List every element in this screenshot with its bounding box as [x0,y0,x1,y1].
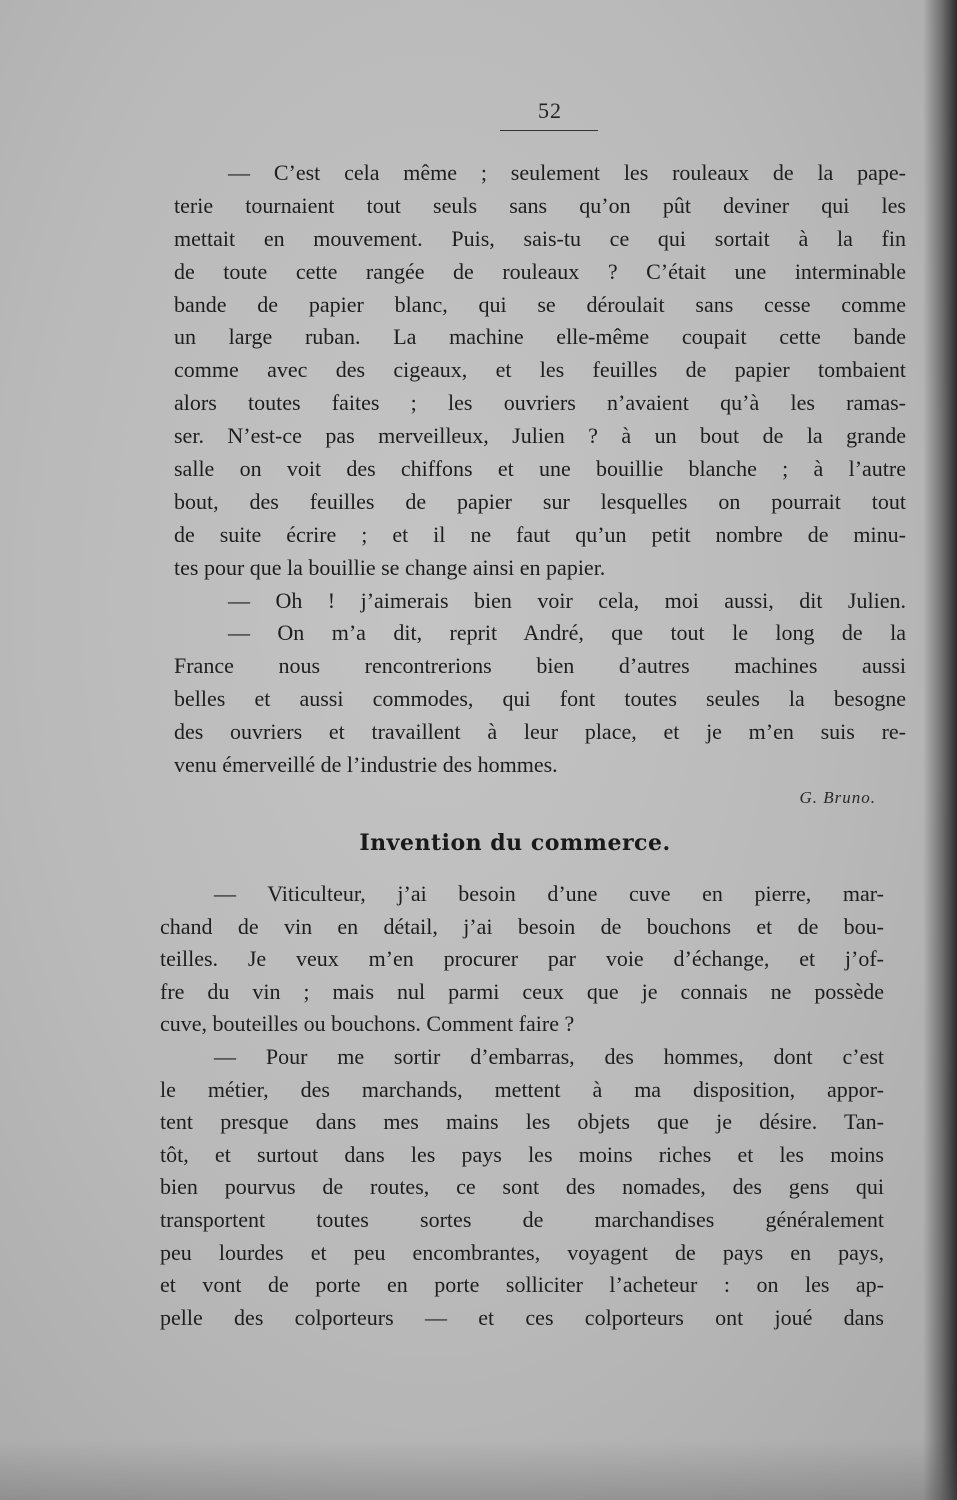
text-line: — Oh ! j’aimerais bien voir cela, moi aussi, dit Julien. [228,587,906,613]
text-line: — Viticulteur, j’ai besoin d’une cuve en pierre, mar- [214,881,884,906]
text-line: comme avec des cigeaux, et les feuilles de papier tombaient [174,357,906,383]
text-line: de suite écrire ; et il ne faut qu’un petit nombre de minu- [174,521,906,547]
text-line: transportent toutes sortes de marchandises généralement [160,1206,884,1232]
text-line: pelle des colporteurs — et ces colporteurs ont joué dans [160,1304,884,1330]
passage-paper-machine [174,157,906,782]
author-signature: G. Bruno. [799,788,876,807]
page-number-rule [500,130,598,131]
section-title: Invention du commerce. [359,830,671,856]
text-line: — C’est cela même ; seulement les rouleaux de la pape- [228,160,906,185]
text-line: fre du vin ; mais nul parmi ceux que je connais ne possède [160,978,884,1004]
text-line: des ouvriers et travaillent à leur place, et je m’en suis re- [174,719,906,745]
text-line: cuve, bouteilles ou bouchons. Comment faire ? [160,1011,575,1037]
text-line: le métier, des marchands, mettent à ma disposition, appor- [160,1076,884,1102]
text-line: — Pour me sortir d’embarras, des hommes, dont c’est [214,1043,884,1069]
text-line: bout, des feuilles de papier sur lesquelles on pourrait tout [174,488,906,514]
text-line: tôt, et surtout dans les pays les moins riches et les moins [160,1141,884,1167]
text-line: tent presque dans mes mains les objets que je désire. Tan- [160,1109,884,1135]
text-line: bande de papier blanc, qui se déroulait sans cesse comme [174,291,906,317]
text-line: de toute cette rangée de rouleaux ? C’était une interminable [174,258,906,284]
text-line: ser. N’est-ce pas merveilleux, Julien ? à un bout de la grande [174,423,906,449]
text-line: venu émerveillé de l’industrie des hommes. [174,752,558,778]
spine-shadow [923,0,957,1500]
text-line: salle on voit des chiffons et une bouillie blanche ; à l’autre [174,456,906,482]
text-line: un large ruban. La machine elle-même coupait cette bande [174,324,906,350]
text-line: tes pour que la bouillie se change ainsi en papier. [174,554,606,580]
text-line: peu lourdes et peu encombrantes, voyagent de pays en pays, [160,1239,884,1265]
bottom-shade [0,1440,957,1500]
passage-commerce [160,878,884,1334]
page-number: 52 [538,98,562,123]
text-line: bien pourvus de routes, ce sont des nomades, des gens qui [160,1174,884,1200]
text-line: et vont de porte en porte solliciter l’acheteur : on les ap- [160,1272,884,1298]
text-line: teilles. Je veux m’en procurer par voie d’échange, et j’of- [160,946,884,972]
text-line: mettait en mouvement. Puis, sais-tu ce qui sortait à la fin [174,225,906,251]
text-line: chand de vin en détail, j’ai besoin de bouchons et de bou- [160,913,884,939]
text-line: — On m’a dit, reprit André, que tout le long de la [228,620,906,646]
text-line: France nous rencontrerions bien d’autres machines aussi [174,653,906,679]
text-line: alors toutes faites ; les ouvriers n’avaient qu’à les ramas- [174,390,906,416]
text-line: terie tournaient tout seuls sans qu’on pût deviner qui les [174,192,906,218]
text-line: belles et aussi commodes, qui font toutes seules la besogne [174,686,906,712]
